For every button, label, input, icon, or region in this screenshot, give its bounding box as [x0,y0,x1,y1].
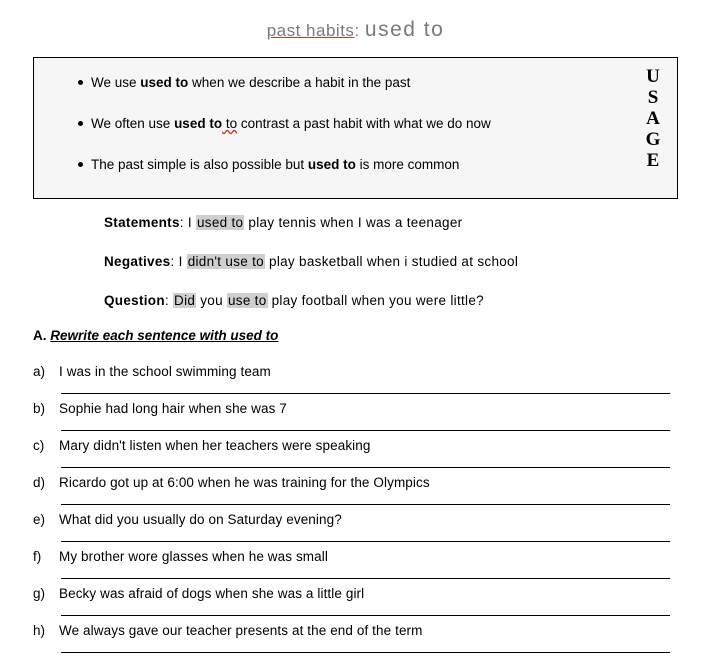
usage-bullet-1 [34,74,677,92]
page-title-separator: : [354,21,365,40]
example-question-post: play football when you were little? [267,293,484,308]
example-question-mid: you [196,293,227,308]
examples-section [104,214,684,331]
exercise-text: My brother wore glasses when he was small [59,549,328,564]
list-item [33,549,678,586]
list-item [33,623,678,660]
list-item [33,475,678,512]
example-negatives-post: play basketball when i studied at school [264,254,519,269]
task-letter: A. [33,328,47,343]
exercise-text: What did you usually do on Saturday evening? [59,512,342,527]
usage-bullet-2-post: contrast a past habit with what we do now [237,116,491,131]
task-heading [33,328,278,343]
usage-bullet-list [34,58,677,174]
exercise-marker: a) [33,364,46,379]
usage-vertical-label [635,66,671,171]
exercise-text: We always gave our teacher presents at the end of the term [59,623,423,638]
usage-letter-e: E [646,150,660,171]
page-title-used-to: used to [364,18,445,41]
answer-line[interactable] [61,430,670,431]
exercise-marker: e) [33,512,46,527]
list-item [33,401,678,438]
page-title [0,0,711,42]
answer-line[interactable] [61,504,670,505]
exercise-list [33,364,678,660]
answer-line[interactable] [61,467,670,468]
list-item [33,512,678,549]
exercise-marker: g) [33,586,46,601]
task-instruction: Rewrite each sentence with used to [50,328,279,343]
exercise-text: Sophie had long hair when she was 7 [59,401,287,416]
exercise-text: Mary didn't listen when her teachers were speaking [59,438,371,453]
usage-letter-a: A [646,108,660,129]
exercise-marker: d) [33,475,46,490]
bullet-dot-icon [78,80,83,85]
list-item [33,438,678,475]
example-negatives-label: Negatives [104,254,171,269]
answer-line[interactable] [61,615,670,616]
example-question [104,292,684,310]
list-item [33,364,678,401]
bullet-dot-icon [78,162,83,167]
example-statements-post: play tennis when I was a teenager [244,215,463,230]
example-question-pre: : [164,293,174,308]
answer-line[interactable] [61,578,670,579]
example-statements [104,214,684,232]
usage-letter-g: G [645,129,661,150]
page-title-past-habits: past habits [266,21,355,40]
usage-bullet-3-post: is more common [355,157,460,172]
usage-bullet-3-bold: used to [307,157,356,172]
usage-bullet-1-pre: We use [91,75,141,90]
usage-bullet-3 [34,156,677,174]
example-question-label: Question [104,293,165,308]
usage-bullet-2-mid: to [222,116,238,131]
usage-bullet-2-pre: We often use [91,116,175,131]
exercise-text: Ricardo got up at 6:00 when he was training for the Olympics [59,475,430,490]
exercise-text: Becky was afraid of dogs when she was a little girl [59,586,365,601]
exercise-text: I was in the school swimming team [59,364,271,379]
example-statements-highlight: used to [196,215,244,230]
usage-box [33,57,678,199]
example-statements-pre: : I [179,215,196,230]
exercise-marker: h) [33,623,46,638]
answer-line[interactable] [61,652,670,653]
usage-letter-u: U [646,66,660,87]
example-statements-label: Statements [104,215,180,230]
exercise-marker: f) [33,549,42,564]
usage-bullet-3-pre: The past simple is also possible but [91,157,308,172]
example-question-highlight-use-to: use to [227,293,267,308]
example-negatives-pre: : I [170,254,187,269]
bullet-dot-icon [78,121,83,126]
example-negatives-highlight: didn't use to [187,254,264,269]
answer-line[interactable] [61,541,670,542]
usage-bullet-2 [34,115,677,133]
example-negatives [104,253,684,271]
usage-bullet-2-bold: used to [174,116,223,131]
example-question-highlight-did: Did [174,293,196,308]
usage-bullet-1-bold: used to [140,75,189,90]
usage-letter-s: S [647,87,659,108]
list-item [33,586,678,623]
exercise-marker: b) [33,401,46,416]
exercise-marker: c) [33,438,45,453]
answer-line[interactable] [61,393,670,394]
usage-bullet-1-post: when we describe a habit in the past [188,75,411,90]
